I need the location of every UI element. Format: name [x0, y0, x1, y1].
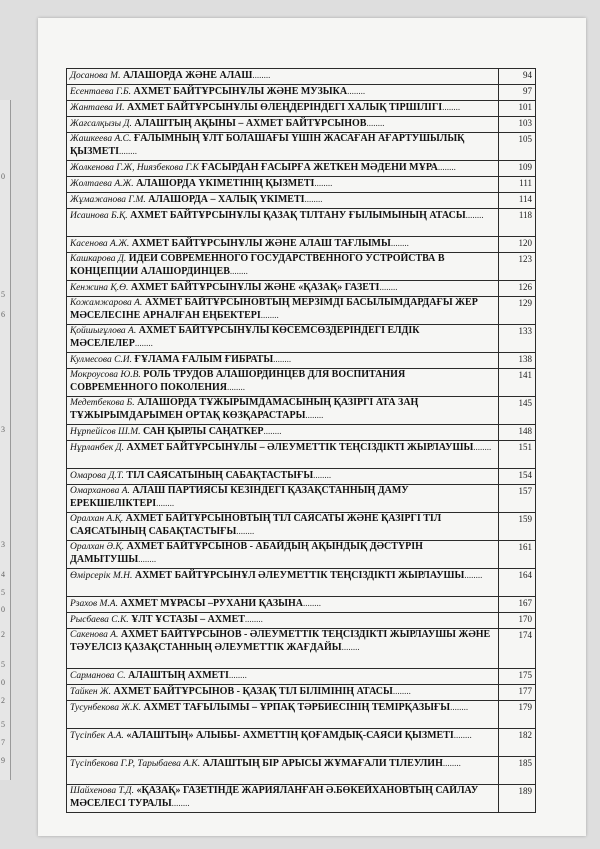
toc-entry	[67, 485, 499, 513]
toc-leader-dots: ........	[442, 102, 461, 112]
prev-page-mark: 7	[1, 738, 5, 747]
toc-page-number: 114	[499, 193, 536, 209]
toc-leader-dots: ........	[244, 614, 263, 624]
toc-leader-dots: ........	[473, 442, 492, 452]
toc-leader-dots: ........	[464, 570, 483, 580]
toc-title: АХМЕТ БАЙТҰРСЫНОВ - АБАЙДЫҢ АҚЫНДЫҚ ДӘСТҮРІН ДАМЫТУШЫ	[70, 541, 423, 565]
toc-title: ҒАЛЫМНЫҢ ҰЛТ БОЛАШАҒЫ ҮШІН ЖАСАҒАН АҒАРТУШЫЛЫҚ ҚЫЗМЕТІ	[70, 133, 465, 157]
toc-page-number: 109	[499, 161, 536, 177]
prev-page-mark: 5	[1, 588, 5, 597]
toc-title: АХМЕТ БАЙТҰРСЫНҰЛЫ ЖӘНЕ МУЗЫКА	[133, 86, 348, 97]
toc-author: Тайкен Ж.	[70, 687, 112, 697]
toc-entry	[67, 469, 499, 485]
toc-title: АХМЕТ МҰРАСЫ –РУХАНИ ҚАЗЫНА	[120, 598, 303, 609]
toc-entry	[67, 209, 499, 237]
toc-entry	[67, 685, 499, 701]
toc-leader-dots: ........	[260, 310, 279, 320]
toc-page-number: 145	[499, 397, 536, 425]
toc-leader-dots: ........	[304, 194, 323, 204]
toc-title: АХМЕТ БАЙТҰРСЫНҰЛЫ ҚАЗАҚ ТІЛТАНУ ҒЫЛЫМЫНЫҢ АТАСЫ	[130, 210, 466, 221]
toc-page-number: 133	[499, 325, 536, 353]
toc-row	[67, 177, 536, 193]
prev-page-mark: 2	[1, 696, 5, 705]
toc-leader-dots: ........	[227, 382, 246, 392]
toc-leader-dots: ........	[442, 758, 461, 768]
toc-title: АХМЕТ БАЙТҰРСЫНҰЛЫ ЖӘНЕ «ҚАЗАҚ» ГАЗЕТІ	[130, 282, 380, 293]
toc-row	[67, 441, 536, 469]
toc-leader-dots: ........	[229, 266, 248, 276]
toc-row	[67, 785, 536, 813]
toc-page-number: 179	[499, 701, 536, 729]
toc-row	[67, 729, 536, 757]
toc-row	[67, 101, 536, 117]
toc-entry	[67, 133, 499, 161]
toc-leader-dots: ........	[379, 282, 398, 292]
toc-row	[67, 485, 536, 513]
toc-row	[67, 253, 536, 281]
toc-leader-dots: ........	[305, 410, 324, 420]
toc-row	[67, 69, 536, 85]
toc-row	[67, 297, 536, 325]
toc-row	[67, 369, 536, 397]
toc-page-number: 148	[499, 425, 536, 441]
toc-author: Жолтаева А.Ж.	[70, 179, 134, 189]
toc-author: Есентаева Г.Б.	[70, 87, 131, 97]
toc-leader-dots: ........	[156, 498, 175, 508]
toc-leader-dots: ........	[341, 642, 360, 652]
toc-leader-dots: ........	[228, 670, 247, 680]
toc-title: САН ҚЫРЛЫ САҢАТКЕР	[143, 426, 264, 437]
toc-entry	[67, 569, 499, 597]
toc-entry	[67, 253, 499, 281]
prev-page-mark: 0	[1, 172, 5, 181]
toc-author: Шайхенова Т.Д.	[70, 786, 134, 796]
toc-title: АХМЕТ ТАҒЫЛЫМЫ – ҰРПАҚ ТӘРБИЕСІНІҢ ТЕМІРҚАЗЫҒЫ	[143, 702, 451, 713]
toc-page-number: 157	[499, 485, 536, 513]
toc-entry	[67, 757, 499, 785]
toc-page-number: 105	[499, 133, 536, 161]
toc-title: АЛАШТЫҢ АҚЫНЫ – АХМЕТ БАЙТҰРСЫНОВ	[134, 118, 367, 129]
previous-page-edge	[0, 100, 11, 780]
toc-row	[67, 281, 536, 297]
toc-author: Медетбекова Б.	[70, 398, 135, 408]
toc-page-number: 94	[499, 69, 536, 85]
toc-row	[67, 613, 536, 629]
toc-author: Тусунбекова Ж.К.	[70, 703, 142, 713]
toc-row	[67, 757, 536, 785]
toc-row	[67, 85, 536, 101]
toc-author: Түсіпбек А.А.	[70, 731, 124, 741]
toc-entry	[67, 177, 499, 193]
toc-leader-dots: ........	[171, 798, 190, 808]
toc-entry	[67, 701, 499, 729]
toc-entry	[67, 425, 499, 441]
toc-title: АЛАШОРДА ТҰЖЫРЫМДАМАСЫНЫҢ ҚАЗІРГІ АТА ЗАҢ ТҰЖЫРЫМДАРЫМЕН ОРТАҚ КӨЗҚАРАСТАРЫ	[70, 397, 419, 421]
prev-page-mark: 3	[1, 540, 5, 549]
toc-title: ҒАСЫРДАН ҒАСЫРҒА ЖЕТКЕН МӘДЕНИ МҰРА	[201, 162, 438, 173]
toc-page-number: 151	[499, 441, 536, 469]
toc-entry	[67, 193, 499, 209]
prev-page-mark: 2	[1, 630, 5, 639]
toc-row	[67, 425, 536, 441]
toc-author: Қойшығұлова А.	[70, 326, 137, 336]
toc-author: Сарманова С.	[70, 671, 126, 681]
toc-author: Жашкеева А.С.	[70, 134, 132, 144]
toc-author: Сакенова А.	[70, 630, 119, 640]
toc-page-number: 129	[499, 297, 536, 325]
toc-author: Кенжина Қ.Ө.	[70, 283, 129, 293]
toc-row	[67, 597, 536, 613]
toc-author: Омарова Д.Т.	[70, 471, 124, 481]
toc-title: РОЛЬ ТРУДОВ АЛАШОРДИНЦЕВ ДЛЯ ВОСПИТАНИЯ СОВРЕМЕННОГО ПОКОЛЕНИЯ	[70, 369, 406, 393]
toc-row	[67, 541, 536, 569]
toc-entry	[67, 541, 499, 569]
toc-row	[67, 701, 536, 729]
toc-leader-dots: ........	[366, 118, 385, 128]
prev-page-mark: 4	[1, 570, 5, 579]
toc-row	[67, 353, 536, 369]
toc-author: Жолкенова Г.Ж, Ниязбекова Г.К	[70, 163, 199, 173]
toc-leader-dots: ........	[450, 702, 469, 712]
toc-page-number: 103	[499, 117, 536, 133]
prev-page-mark: 5	[1, 720, 5, 729]
toc-entry	[67, 69, 499, 85]
toc-row	[67, 469, 536, 485]
toc-page-number: 101	[499, 101, 536, 117]
toc-author: Мокроусова Ю.В.	[70, 370, 141, 380]
toc-page-number: 154	[499, 469, 536, 485]
toc-page-number: 97	[499, 85, 536, 101]
toc-page-number: 141	[499, 369, 536, 397]
toc-title: АХМЕТ БАЙТҰРСЫНҰЛЫ – ӘЛЕУМЕТТІК ТЕҢСІЗДІКТІ ЖЫРЛАУШЫ	[126, 442, 474, 453]
toc-row	[67, 685, 536, 701]
toc-author: Жантаева И.	[70, 103, 125, 113]
toc-title: АЛАШТЫҢ БІР АРЫСЫ ЖҰМАҒАЛИ ТІЛЕУЛИН	[202, 758, 443, 769]
toc-leader-dots: ........	[313, 470, 332, 480]
toc-title: ТІЛ САЯСАТЫНЫҢ САБАҚТАСТЫҒЫ	[126, 470, 314, 481]
toc-title: АЛАШТЫҢ АХМЕТІ	[128, 670, 229, 681]
toc-leader-dots: ........	[314, 178, 333, 188]
toc-title: ҒҰЛАМА ҒАЛЫМ ҒИБРАТЫ	[134, 354, 274, 365]
toc-author: Досанова М.	[70, 71, 121, 81]
toc-title: АЛАШОРДА – ХАЛЫҚ ҮКІМЕТІ	[148, 194, 305, 205]
toc-author: Исаинова Б.Қ.	[70, 211, 128, 221]
toc-author: Кашкарова Д.	[70, 254, 127, 264]
toc-page-number: 123	[499, 253, 536, 281]
toc-title: «АЛАШТЫҢ» АЛЫБЫ- АХМЕТТІҢ ҚОҒАМДЫҚ-САЯСИ ҚЫЗМЕТІ	[126, 730, 454, 741]
prev-page-mark: 0	[1, 678, 5, 687]
toc-leader-dots: ........	[134, 338, 153, 348]
toc-entry	[67, 353, 499, 369]
toc-page-number: 120	[499, 237, 536, 253]
toc-author: Жұмажанова Г.М.	[70, 195, 146, 205]
toc-entry	[67, 281, 499, 297]
toc-leader-dots: ........	[453, 730, 472, 740]
toc-row	[67, 669, 536, 685]
toc-title: АХМЕТ БАЙТҰРСЫНҰЛЫ КӨСЕМСӨЗДЕРІНДЕГІ ЕЛДІК МӘСЕЛЕЛЕР	[70, 325, 420, 349]
toc-page-number: 164	[499, 569, 536, 597]
toc-author: Оралхан А.Қ.	[70, 514, 124, 524]
toc-author: Өмірсерік М.Н.	[70, 571, 133, 581]
toc-row	[67, 397, 536, 425]
toc-title: АЛАШ ПАРТИЯСЫ КЕЗІНДЕГІ ҚАЗАҚСТАННЫҢ ДАМУ ЕРЕКШЕЛІКТЕРІ	[70, 485, 409, 509]
toc-entry	[67, 117, 499, 133]
toc-row	[67, 569, 536, 597]
toc-title: АХМЕТ БАЙТҰРСЫНОВТЫҢ ТІЛ САЯСАТЫ ЖӘНЕ ҚАЗІРГІ ТІЛ САЯСАТЫНЫҢ САБАҚТАСТЫҒЫ	[70, 513, 442, 537]
toc-leader-dots: ........	[138, 554, 157, 564]
toc-row	[67, 193, 536, 209]
toc-row	[67, 629, 536, 669]
toc-row	[67, 237, 536, 253]
toc-entry	[67, 85, 499, 101]
prev-page-mark: 5	[1, 660, 5, 669]
toc-entry	[67, 101, 499, 117]
toc-page-number: 175	[499, 669, 536, 685]
toc-page-number: 118	[499, 209, 536, 237]
toc-page-number: 161	[499, 541, 536, 569]
toc-entry	[67, 613, 499, 629]
toc-title: ҰЛТ ҰСТАЗЫ – АХМЕТ	[131, 614, 245, 625]
toc-leader-dots: ........	[390, 238, 409, 248]
toc-author: Касенова А.Ж.	[70, 239, 130, 249]
table-of-contents	[66, 68, 536, 813]
toc-entry	[67, 161, 499, 177]
prev-page-mark: 0	[1, 605, 5, 614]
toc-author: Жағсалқызы Д.	[70, 119, 132, 129]
toc-entry	[67, 785, 499, 813]
toc-title: АЛАШОРДА ҮКІМЕТІНІҢ ҚЫЗМЕТІ	[136, 178, 315, 189]
toc-author: Кожамжарова А.	[70, 298, 143, 308]
toc-leader-dots: ........	[465, 210, 484, 220]
toc-entry	[67, 325, 499, 353]
toc-title: ИДЕИ СОВРЕМЕННОГО ГОСУДАРСТВЕННОГО УСТРОЙСТВА В КОНЦЕПЦИИ АЛАШОРДИНЦЕВ	[70, 253, 445, 277]
toc-leader-dots: ........	[273, 354, 292, 364]
toc-leader-dots: ........	[302, 598, 321, 608]
toc-row	[67, 133, 536, 161]
toc-entry	[67, 441, 499, 469]
toc-page-number: 185	[499, 757, 536, 785]
toc-page-number: 138	[499, 353, 536, 369]
toc-entry	[67, 369, 499, 397]
toc-title: «ҚАЗАҚ» ГАЗЕТІНДЕ ЖАРИЯЛАНҒАН Ә.БӨКЕЙХАНОВТЫҢ САЙЛАУ МӘСЕЛЕСІ ТУРАЛЫ	[70, 785, 479, 809]
toc-page-number: 182	[499, 729, 536, 757]
toc-title: АХМЕТ БАЙТҰРСЫНОВ - ҚАЗАҚ ТІЛ БІЛІМІНІҢ АТАСЫ	[113, 686, 393, 697]
toc-leader-dots: ........	[119, 146, 138, 156]
toc-entry	[67, 297, 499, 325]
toc-leader-dots: ........	[252, 70, 271, 80]
toc-leader-dots: ........	[236, 526, 255, 536]
toc-title: АХМЕТ БАЙТҰРСЫНОВ - ӘЛЕУМЕТТІК ТЕҢСІЗДІКТІ ЖЫРЛАУШЫ ЖӘНЕ ТӘУЕЛСІЗ ҚАЗАҚСТАННЫҢ ӘЛЕУМЕТТІК ЖАҒДАЙЫ	[70, 629, 491, 653]
toc-title: АХМЕТ БАЙТҰРСЫНҰЛЫ ЖӘНЕ АЛАШ ТАҒЛЫМЫ	[131, 238, 391, 249]
toc-title: АХМЕТ БАЙТҰРСЫНҰЛЫ ӨЛЕҢДЕРІНДЕГІ ХАЛЫҚ ТІРШІЛІГІ	[127, 102, 443, 113]
toc-page-number: 177	[499, 685, 536, 701]
toc-page-number: 126	[499, 281, 536, 297]
toc-author: Түсіпбекова Г.Р, Тарыбаева А.К.	[70, 759, 201, 769]
toc-page-number: 170	[499, 613, 536, 629]
toc-page-number: 111	[499, 177, 536, 193]
toc-author: Омарханова А.	[70, 486, 130, 496]
toc-row	[67, 117, 536, 133]
toc-entry	[67, 397, 499, 425]
toc-leader-dots: ........	[437, 162, 456, 172]
toc-author: Рзахов М.А.	[70, 599, 118, 609]
toc-title: АЛАШОРДА ЖӘНЕ АЛАШ	[122, 70, 253, 81]
prev-page-mark: 6	[1, 310, 5, 319]
toc-entry	[67, 629, 499, 669]
toc-title: АХМЕТ БАЙТҰРСЫНОВТЫҢ МЕРЗІМДІ БАСЫЛЫМДАРДАҒЫ ЖЕР МӘСЕЛЕСІНЕ АРНАЛҒАН ЕҢБЕКТЕРІ	[70, 297, 478, 321]
toc-title: АХМЕТ БАЙТҰРСЫНҰЛ ӘЛЕУМЕТТІК ТЕҢСІЗДІКТІ ЖЫРЛАУШЫ	[134, 570, 465, 581]
prev-page-mark: 3	[1, 425, 5, 434]
toc-leader-dots: ........	[263, 426, 282, 436]
toc-row	[67, 209, 536, 237]
toc-page-number: 159	[499, 513, 536, 541]
toc-leader-dots: ........	[347, 86, 366, 96]
toc-author: Нұрланбек Д.	[70, 443, 124, 453]
toc-row	[67, 513, 536, 541]
toc-row	[67, 325, 536, 353]
toc-row	[67, 161, 536, 177]
toc-entry	[67, 597, 499, 613]
toc-entry	[67, 729, 499, 757]
toc-author: Оралхан Ә.Қ.	[70, 542, 125, 552]
prev-page-mark: 5	[1, 290, 5, 299]
toc-author: Рысбаева С.К.	[70, 615, 129, 625]
toc-page-number: 174	[499, 629, 536, 669]
toc-page-number: 189	[499, 785, 536, 813]
toc-author: Кулмесова С.И.	[70, 355, 133, 365]
toc-entry	[67, 513, 499, 541]
toc-author: Нұрпейісов Ш.М.	[70, 427, 141, 437]
toc-page-number: 167	[499, 597, 536, 613]
toc-entry	[67, 669, 499, 685]
toc-entry	[67, 237, 499, 253]
prev-page-mark: 9	[1, 756, 5, 765]
toc-leader-dots: ........	[392, 686, 411, 696]
